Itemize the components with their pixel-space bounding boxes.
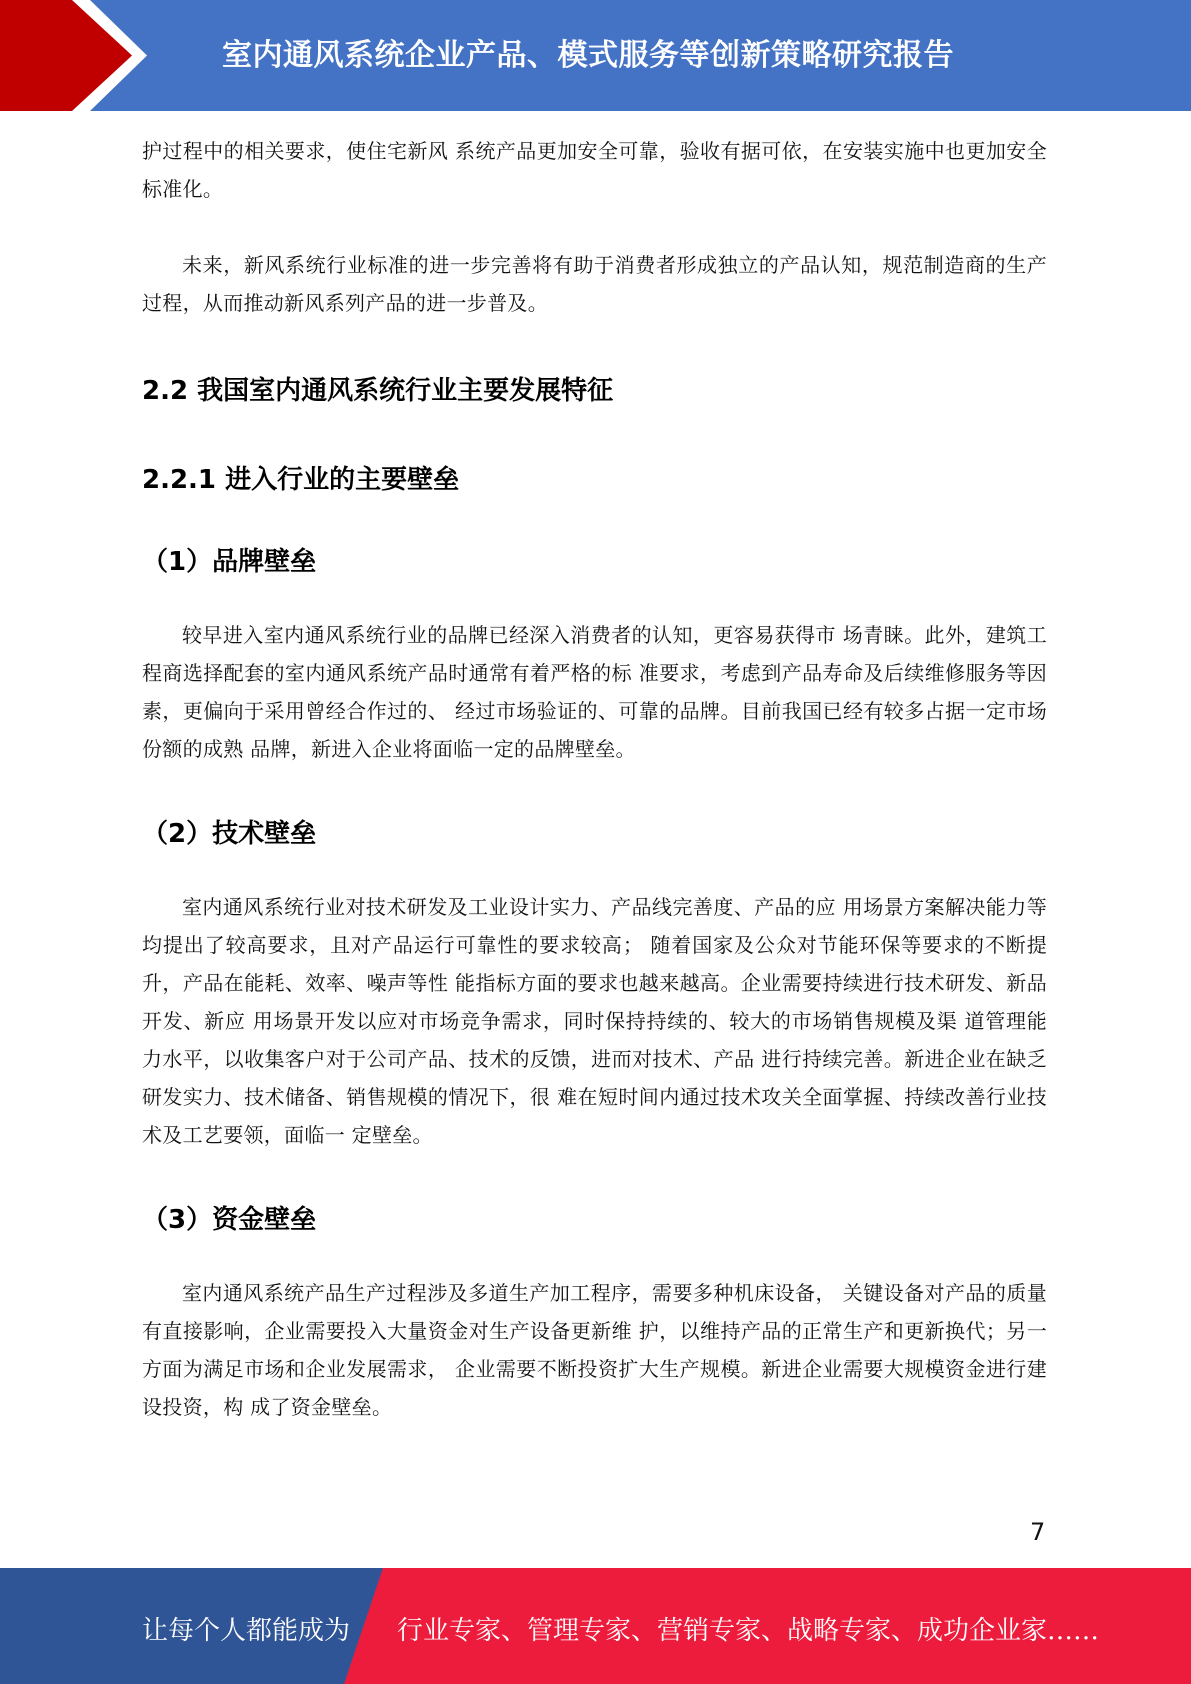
heading-brand-barrier: （1）品牌壁垒 [142, 547, 317, 577]
page-header [0, 0, 1191, 111]
heading-fund-barrier: （3）资金壁垒 [142, 1205, 317, 1235]
subsection-heading-2-2-1: 2.2.1 进入行业的主要壁垒 [142, 465, 460, 495]
header-arrow-icon [0, 0, 160, 111]
footer-slogan-left: 让每个人都能成为 [142, 1616, 351, 1646]
heading-tech-barrier: （2）技术壁垒 [142, 819, 317, 849]
header-title: 室内通风系统企业产品、模式服务等创新策略研究报告 [222, 38, 954, 73]
paragraph-tech-barrier: 室内通风系统行业对技术研发及工业设计实力、产品线完善度、产品的应 用场景方案解决能力等均提出了较高要求，且对产品运行可靠性的要求较高； 随着国家及公众对节能环保等要求的不断提升，产品在能耗、效率、噪声等性 能指标方面的要求也越来越高。企业需要持续进行技术研发、新品开发、新应 用场景开发以应对市场竞争需求，同时保持持续的、较大的市场销售规模及渠 道管理能力水平，以收集客户对于公司产品、技术的反馈，进而对技术、产品 进行持续完善。新进企业在缺乏研发实力、技术储备、销售规模的情况下，很 难在短时间内通过技术攻关全面掌握、持续改善行业技术及工艺要领，面临一 定壁垒。 [142, 895, 1047, 1147]
paragraph-future: 未来，新风系统行业标准的进一步完善将有助于消费者形成独立的产品认知，规范制造商的生产过程，从而推动新风系列产品的进一步普及。 [142, 253, 1047, 315]
page-footer [0, 1568, 1191, 1684]
footer-slogan-right: 行业专家、管理专家、营销专家、战略专家、成功企业家…… [397, 1616, 1100, 1646]
page-number: 7 [1030, 1518, 1046, 1546]
paragraph-fund-barrier: 室内通风系统产品生产过程涉及多道生产加工程序，需要多种机床设备， 关键设备对产品的质量有直接影响，企业需要投入大量资金对生产设备更新维 护，以维持产品的正常生产和更新换代；另一方面为满足市场和企业发展需求， 企业需要不断投资扩大生产规模。新进企业需要大规模资金进行建设投资，构 成了资金壁垒。 [142, 1281, 1047, 1419]
paragraph-brand-barrier: 较早进入室内通风系统行业的品牌已经深入消费者的认知，更容易获得市 场青睐。此外，建筑工程商选择配套的室内通风系统产品时通常有着严格的标 准要求，考虑到产品寿命及后续维修服务等因素，更偏向于采用曾经合作过的、 经过市场验证的、可靠的品牌。目前我国已经有较多占据一定市场份额的成熟 品牌，新进入企业将面临一定的品牌壁垒。 [142, 623, 1047, 761]
paragraph-continued: 护过程中的相关要求，使住宅新风 系统产品更加安全可靠，验收有据可依，在安装实施中也更加安全标准化。 [142, 139, 1047, 201]
document-body [142, 132, 1047, 1426]
section-heading-2-2: 2.2 我国室内通风系统行业主要发展特征 [142, 376, 614, 406]
